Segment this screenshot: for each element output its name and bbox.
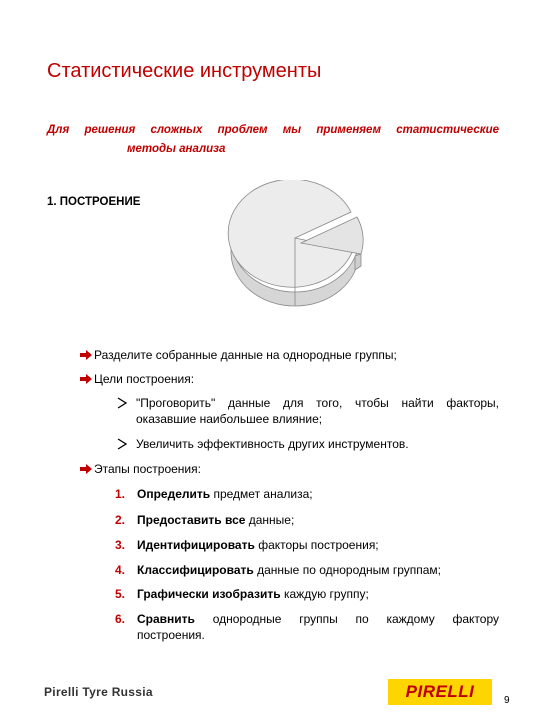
- arrow-bullet-icon: [80, 464, 92, 474]
- step-text: данные;: [245, 513, 295, 527]
- step-keyword: Определить: [137, 487, 211, 501]
- list-item: [115, 538, 379, 552]
- bullet-item: [80, 462, 201, 476]
- step-text-line2: построения.: [137, 628, 205, 642]
- sub-text-line: оказавшие наибольшее влияние;: [136, 412, 323, 426]
- step-keyword: Графически изобразить: [137, 587, 281, 601]
- sub-text-line: "Проговорить" данные для того, чтобы найти факторы,: [136, 396, 499, 410]
- bullet-item: [80, 372, 194, 386]
- list-item: [115, 612, 499, 642]
- step-text: данные по однородным группам;: [253, 563, 442, 577]
- step-text: однородные группы по каждому фактору: [194, 612, 499, 626]
- bullet-text: Разделите собранные данные на однородные группы;: [94, 348, 397, 362]
- bullet-text: Этапы построения:: [94, 462, 201, 476]
- pie-chart-illustration: [225, 180, 365, 310]
- chevron-right-icon: [117, 397, 127, 409]
- step-number: 6.: [115, 612, 126, 626]
- logo-text: PIRELLI: [405, 682, 475, 701]
- page-number: 9: [504, 695, 510, 706]
- step-keyword: Идентифицировать: [137, 538, 255, 552]
- list-item: [115, 587, 369, 601]
- pirelli-logo: [388, 679, 492, 705]
- bullet-text: Цели построения:: [94, 372, 195, 386]
- page-title: Статистические инструменты: [47, 60, 322, 82]
- step-number: 4.: [115, 563, 126, 577]
- sub-item: [117, 396, 499, 426]
- sub-item: [117, 437, 409, 451]
- list-item: [115, 563, 441, 577]
- company-name: Pirelli Tyre Russia: [44, 685, 153, 699]
- arrow-bullet-icon: [80, 374, 92, 384]
- list-item: [115, 513, 294, 527]
- step-text: каждую группу;: [280, 587, 369, 601]
- sub-text-line: Увеличить эффективность других инструментов.: [136, 437, 409, 451]
- step-keyword: Сравнить: [137, 612, 195, 626]
- section-title: 1. ПОСТРОЕНИЕ: [47, 196, 141, 208]
- list-item: [115, 487, 313, 501]
- step-number: 2.: [115, 513, 126, 527]
- intro-line-1: Для решения сложных проблем мы применяем статистические: [47, 124, 499, 136]
- step-text: факторы построения;: [254, 538, 379, 552]
- step-number: 3.: [115, 538, 126, 552]
- step-keyword: Предоставить все: [137, 513, 246, 527]
- bullet-item: [80, 348, 397, 362]
- step-keyword: Классифицировать: [137, 563, 254, 577]
- step-text: предмет анализа;: [210, 487, 313, 501]
- arrow-bullet-icon: [80, 350, 92, 360]
- chevron-right-icon: [117, 438, 127, 450]
- step-number: 5.: [115, 587, 126, 601]
- intro-line-2: методы анализа: [127, 143, 226, 155]
- step-number: 1.: [115, 487, 126, 501]
